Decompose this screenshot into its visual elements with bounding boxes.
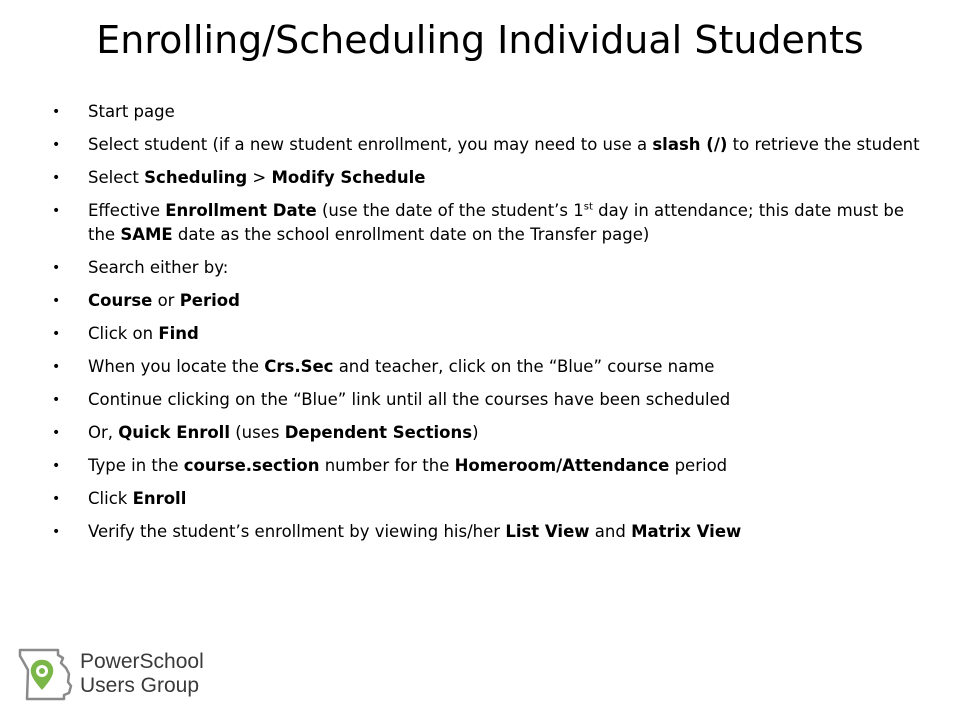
- bullet-dot-icon: •: [52, 359, 61, 375]
- slide-title: Enrolling/Scheduling Individual Students: [96, 18, 864, 62]
- bullet-text: date as the school enrollment date on the Transfer page): [172, 225, 650, 244]
- bullet-bold-text: Homeroom/Attendance: [454, 456, 670, 475]
- bullet-item: [48, 322, 928, 346]
- bullet-bold-text: Scheduling: [144, 168, 248, 187]
- bullet-bold-text: Enrollment Date: [165, 201, 317, 220]
- bullet-dot-icon: •: [52, 260, 61, 276]
- bullet-bold-text: Quick Enroll: [118, 423, 230, 442]
- bullet-text: Or,: [88, 423, 119, 442]
- bullet-bold-text: slash (/): [652, 135, 728, 154]
- logo-text: [80, 650, 204, 698]
- bullet-text: When you locate the: [88, 357, 265, 376]
- bullet-bold-text: SAME: [120, 225, 173, 244]
- bullet-text: Continue clicking on the “Blue” link until all the courses have been scheduled: [88, 390, 731, 409]
- bullet-text: Effective: [88, 201, 166, 220]
- bullet-dot-icon: •: [52, 392, 61, 408]
- bullet-text: ): [472, 423, 479, 442]
- bullet-text: Select student (if a new student enrollment, you may need to use a: [88, 135, 653, 154]
- bullet-text: and teacher, click on the “Blue” course name: [333, 357, 715, 376]
- bullet-dot-icon: •: [52, 293, 61, 309]
- bullet-text: (uses: [230, 423, 285, 442]
- missouri-state-pin-icon: [14, 646, 76, 702]
- bullet-bold-text: List View: [505, 522, 590, 541]
- logo-line-2: Users Group: [80, 674, 200, 697]
- bullet-text: and: [589, 522, 632, 541]
- bullet-text: Search either by:: [88, 258, 229, 277]
- bullet-bold-text: Dependent Sections: [284, 423, 473, 442]
- bullet-item: [48, 289, 928, 313]
- bullet-item: [48, 100, 928, 124]
- bullet-text: Click: [88, 489, 133, 508]
- bullet-text: day in attendance; this date must be the: [88, 201, 905, 244]
- bullet-bold-text: Course: [88, 291, 153, 310]
- bullet-bold-text: Period: [179, 291, 240, 310]
- bullet-dot-icon: •: [52, 137, 61, 153]
- bullet-dot-icon: •: [52, 425, 61, 441]
- bullet-dot-icon: •: [52, 458, 61, 474]
- bullet-dot-icon: •: [52, 104, 61, 120]
- bullet-text: period: [669, 456, 728, 475]
- bullet-text: (use the date of the student’s 1: [316, 201, 584, 220]
- bullet-bold-text: Enroll: [132, 489, 187, 508]
- bullet-item: [48, 133, 928, 157]
- logo-line-1: PowerSchool: [80, 650, 204, 673]
- bullet-dot-icon: •: [52, 203, 61, 219]
- bullet-text: or: [152, 291, 180, 310]
- bullet-item: [48, 199, 928, 247]
- bullet-item: [48, 256, 928, 280]
- bullet-dot-icon: •: [52, 491, 61, 507]
- bullet-item: [48, 520, 928, 544]
- bullet-bold-text: Matrix View: [631, 522, 742, 541]
- bullet-dot-icon: •: [52, 170, 61, 186]
- bullet-item: [48, 388, 928, 412]
- bullet-text: Type in the: [88, 456, 184, 475]
- bullet-text: number for the: [319, 456, 455, 475]
- bullet-item: [48, 454, 928, 478]
- bullet-item: [48, 166, 928, 190]
- bullet-text: Click on: [88, 324, 159, 343]
- bullet-dot-icon: •: [52, 524, 61, 540]
- bullet-bold-text: Modify Schedule: [271, 168, 426, 187]
- bullet-bold-text: Find: [158, 324, 199, 343]
- bullet-text: Select: [88, 168, 145, 187]
- bullet-bold-text: course.section: [183, 456, 320, 475]
- bullet-item: [48, 487, 928, 511]
- bullet-text: Verify the student’s enrollment by viewing his/her: [88, 522, 506, 541]
- bullet-bold-text: Crs.Sec: [264, 357, 334, 376]
- bullet-dot-icon: •: [52, 326, 61, 342]
- bullet-text: >: [247, 168, 272, 187]
- bullet-text: Start page: [88, 102, 175, 121]
- bullet-text: st: [583, 201, 593, 213]
- bullet-item: [48, 355, 928, 379]
- bullet-text: to retrieve the student: [727, 135, 920, 154]
- bullet-item: [48, 421, 928, 445]
- powerschool-users-group-logo: [14, 646, 254, 702]
- bullet-list: [48, 100, 928, 553]
